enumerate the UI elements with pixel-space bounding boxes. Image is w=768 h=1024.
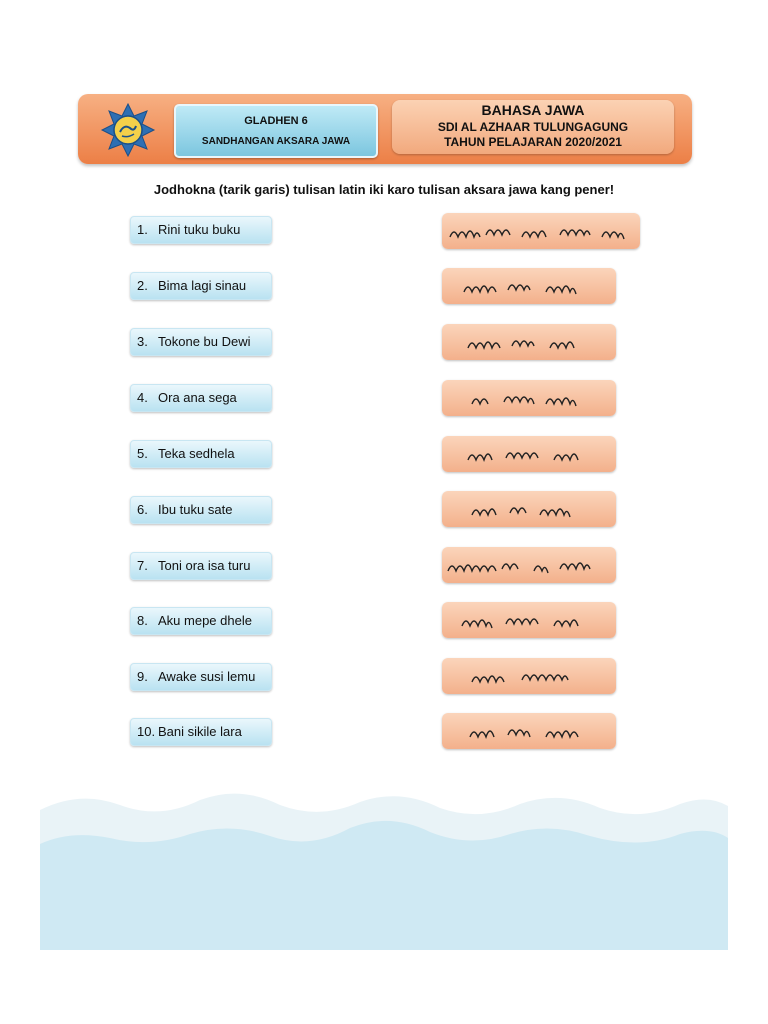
latin-item-8: 8. Aku mepe dhele [130,607,272,635]
latin-item-5: 5. Teka sedhela [130,440,272,468]
javanese-script-glyphs [442,491,616,527]
latin-item-10: 10. Bani sikile lara [130,718,272,746]
lesson-topic: SANDHANGAN AKSARA JAWA [201,136,351,147]
lesson-title-box [174,104,378,158]
javanese-script-glyphs [442,268,616,304]
latin-item-9: 9. Awake susi lemu [130,663,272,691]
javanese-script-9 [442,658,616,694]
latin-item-7: 7. Toni ora isa turu [130,552,272,580]
javanese-script-8 [442,602,616,638]
javanese-script-glyphs [442,547,616,583]
school-name: SDI AL AZHAAR TULUNGAGUNG [437,120,629,134]
decorative-waves [40,760,728,950]
latin-item-3: 3. Tokone bu Dewi [130,328,272,356]
school-year: TAHUN PELAJARAN 2020/2021 [444,135,622,149]
latin-item-2: 2. Bima lagi sinau [130,272,272,300]
latin-item-1: 1. Rini tuku buku [130,216,272,244]
javanese-script-glyphs [442,324,616,360]
header-banner [78,94,692,164]
lesson-number: GLADHEN 6 [244,115,308,127]
javanese-script-glyphs [442,436,616,472]
javanese-script-10 [442,713,616,749]
subject-title: BAHASA JAWA [481,102,585,118]
javanese-script-glyphs [442,380,616,416]
javanese-script-6 [442,491,616,527]
javanese-script-glyphs [442,213,640,249]
javanese-script-2 [442,268,616,304]
latin-item-4: 4. Ora ana sega [130,384,272,412]
school-logo [100,102,156,158]
latin-item-6: 6. Ibu tuku sate [130,496,272,524]
javanese-script-1 [442,213,640,249]
javanese-script-3 [442,324,616,360]
javanese-script-5 [442,436,616,472]
javanese-script-glyphs [442,713,616,749]
instruction-text: Jodhokna (tarik garis) tulisan latin iki karo tulisan aksara jawa kang pener! [153,182,615,197]
javanese-script-4 [442,380,616,416]
school-info-box [392,100,674,154]
javanese-script-7 [442,547,616,583]
javanese-script-glyphs [442,658,616,694]
javanese-script-glyphs [442,602,616,638]
